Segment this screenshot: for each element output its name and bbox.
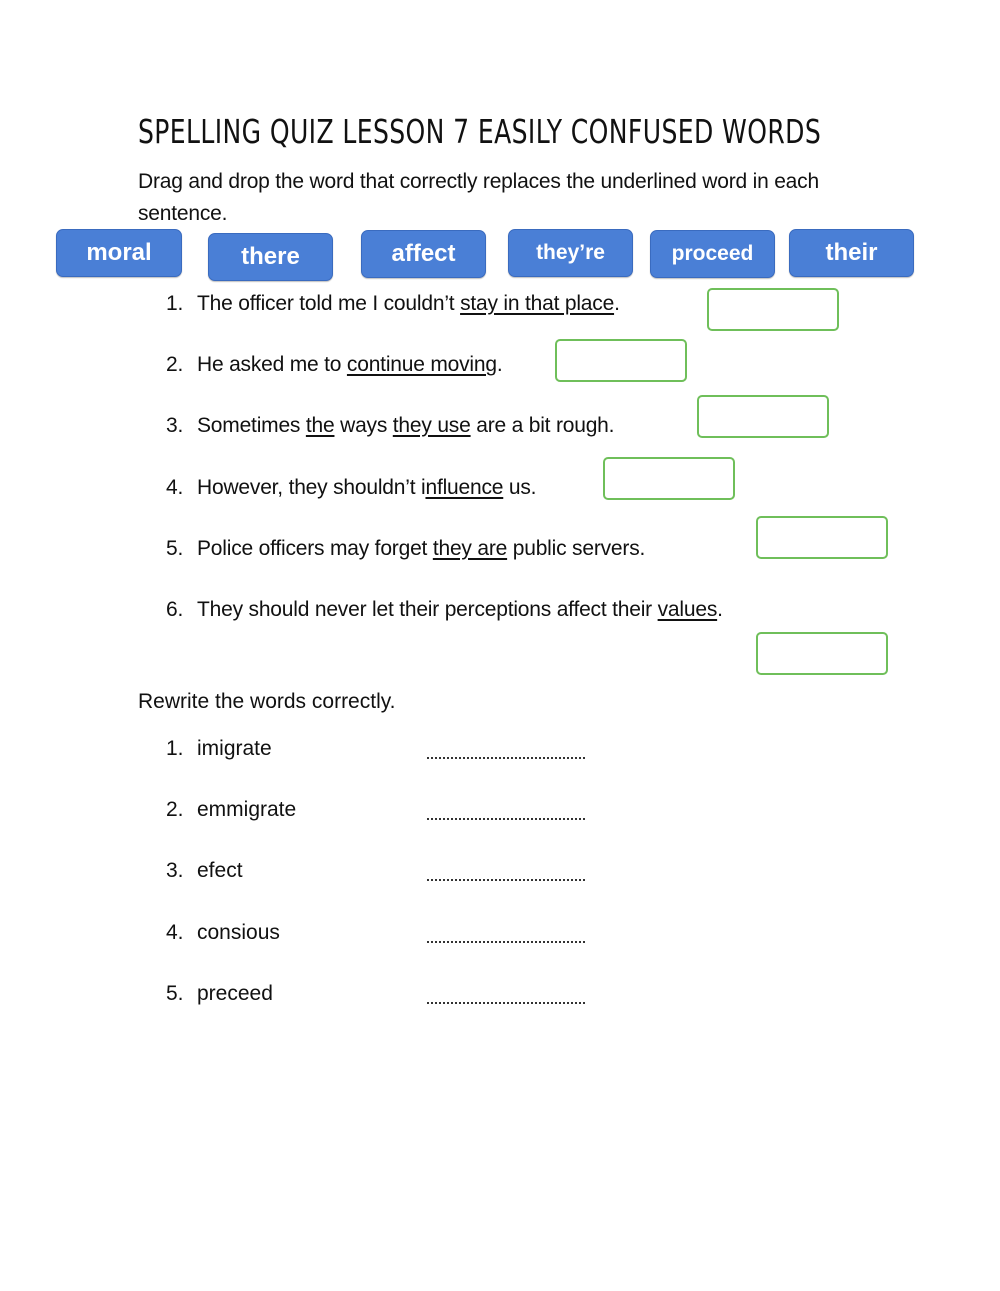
- drop-box-4[interactable]: [603, 457, 735, 500]
- underlined-phrase: the: [305, 414, 335, 437]
- rewrite-item-2: 2. emmigrate: [166, 798, 297, 821]
- word-chip-theyre[interactable]: they’re: [508, 229, 633, 277]
- question-1: 1. The officer told me I couldn’t stay in that place.: [166, 292, 620, 315]
- drop-box-6[interactable]: [756, 632, 888, 675]
- rewrite-item-5: 5. preceed: [166, 982, 273, 1005]
- underlined-phrase: stay in that place: [460, 292, 615, 315]
- word-chip-proceed[interactable]: proceed: [650, 230, 775, 278]
- underlined-phrase: nfluence: [425, 476, 504, 499]
- question-2: 2. He asked me to continue moving.: [166, 353, 503, 376]
- word-chip-moral[interactable]: moral: [56, 229, 182, 277]
- answer-line-5[interactable]: [427, 1000, 585, 1004]
- instructions: Drag and drop the word that correctly replaces the underlined word in each sentence.: [138, 170, 819, 225]
- rewrite-item-1: 1. imigrate: [166, 737, 272, 760]
- answer-line-4[interactable]: [427, 939, 585, 943]
- word-chip-there[interactable]: there: [208, 233, 333, 281]
- question-5: 5. Police officers may forget they are public servers.: [166, 537, 646, 560]
- question-6: 6. They should never let their perceptions affect their values.: [166, 598, 723, 621]
- rewrite-heading: Rewrite the words correctly.: [138, 690, 396, 713]
- underlined-phrase: continue moving: [346, 353, 497, 376]
- rewrite-item-3: 3. efect: [166, 859, 243, 882]
- underlined-phrase: they are: [432, 537, 508, 560]
- drop-box-1[interactable]: [707, 288, 839, 331]
- question-4: 4. However, they shouldn’t influence us.: [166, 476, 537, 499]
- answer-line-2[interactable]: [427, 816, 585, 820]
- drop-box-5[interactable]: [756, 516, 888, 559]
- answer-line-1[interactable]: [427, 755, 585, 759]
- drop-box-2[interactable]: [555, 339, 687, 382]
- word-chip-affect[interactable]: affect: [361, 230, 486, 278]
- rewrite-item-4: 4. consious: [166, 921, 280, 944]
- underlined-phrase: values: [657, 598, 718, 621]
- page-title: SPELLING QUIZ LESSON 7 EASILY CONFUSED WORDS: [138, 112, 822, 151]
- question-3: 3. Sometimes the ways they use are a bit rough.: [166, 414, 615, 437]
- drop-box-3[interactable]: [697, 395, 829, 438]
- underlined-phrase: they use: [392, 414, 471, 437]
- word-chip-their[interactable]: their: [789, 229, 914, 277]
- answer-line-3[interactable]: [427, 877, 585, 881]
